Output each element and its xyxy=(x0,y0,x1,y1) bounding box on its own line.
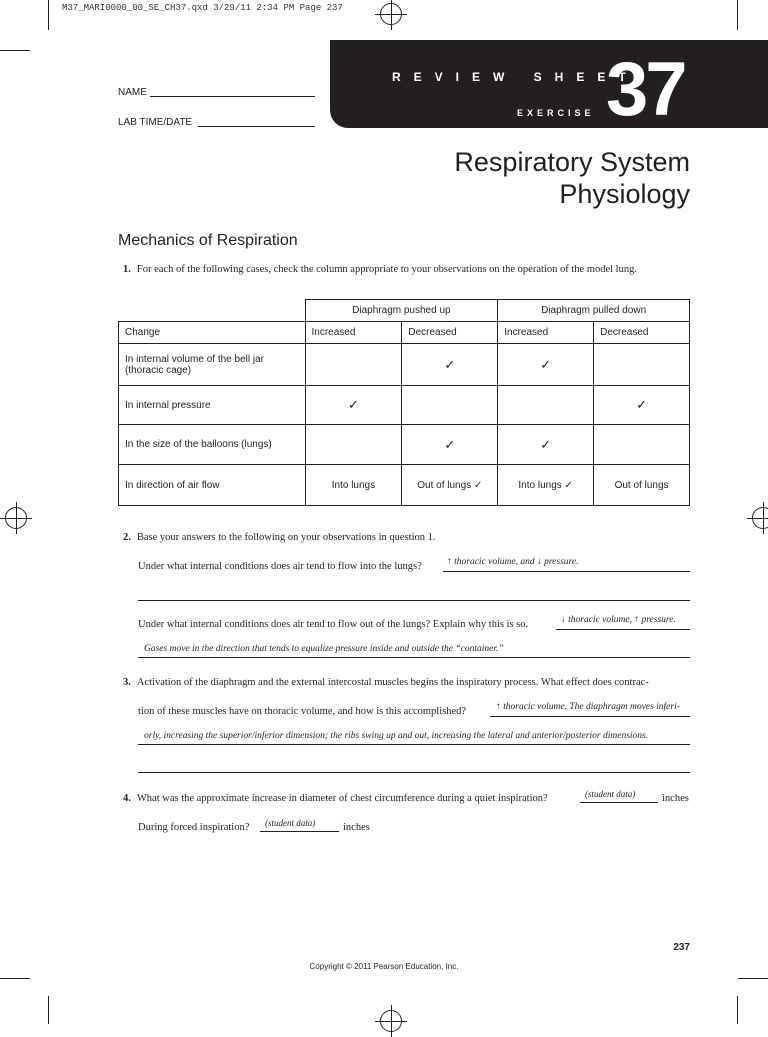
lab-time-field[interactable] xyxy=(198,126,315,127)
registration-mark-icon xyxy=(752,507,768,529)
column-header: Change xyxy=(119,322,306,344)
answer-line xyxy=(556,629,690,630)
crop-mark xyxy=(738,978,768,979)
section-title: Mechanics of Respiration xyxy=(118,232,298,249)
answer-4b: (student data) xyxy=(265,818,316,828)
question-number: 2. xyxy=(123,532,131,543)
answer-line xyxy=(138,744,690,745)
table-cell: ✓ xyxy=(498,344,594,386)
question-text: Activation of the diaphragm and the external intercostal muscles begins the inspiratory process. What effect does contrac- xyxy=(136,677,649,688)
answer-line xyxy=(138,657,690,658)
question-2a-text: Under what internal conditions does air tend to flow into the lungs? xyxy=(138,561,422,572)
question-4b-text: During forced inspiration? xyxy=(138,822,250,833)
table-group-header xyxy=(119,300,690,322)
answer-line xyxy=(260,831,339,832)
question-number: 1. xyxy=(123,264,131,275)
exercise-number: 37 xyxy=(606,47,685,132)
question-number: 3. xyxy=(123,677,131,688)
question-2 xyxy=(123,532,436,543)
table-row xyxy=(119,386,690,425)
file-slug: M37_MARI0000_00_SE_CH37.qxd 3/29/11 2:34 PM Page 237 xyxy=(62,3,343,13)
question-number: 4. xyxy=(123,793,131,804)
table-cell xyxy=(305,425,402,465)
table-cell xyxy=(594,425,690,465)
table-cell xyxy=(402,386,498,425)
question-4 xyxy=(123,793,548,804)
table-cell: ✓ xyxy=(305,386,402,425)
table-cell: Out of lungs xyxy=(594,465,690,506)
answer-3-continued: orly, increasing the superior/inferior dimension; the ribs swing up and out, increasing the lateral and anterior/posterior dimensions. xyxy=(144,731,649,741)
crop-mark xyxy=(0,978,30,979)
unit-label: inches xyxy=(662,793,689,804)
registration-mark-icon xyxy=(380,3,402,25)
table-cell: ✓ xyxy=(402,344,498,386)
title-line: Physiology xyxy=(559,179,690,209)
answer-line xyxy=(490,716,690,717)
table-cell: Into lungs xyxy=(305,465,402,506)
copyright: Copyright © 2011 Pearson Education, Inc. xyxy=(309,962,459,971)
exercise-label: EXERCISE xyxy=(517,108,595,118)
question-text: Base your answers to the following on your observations in question 1. xyxy=(136,532,436,543)
column-header: Increased xyxy=(305,322,402,344)
question-1 xyxy=(123,264,637,275)
answer-line xyxy=(580,802,658,803)
crop-mark xyxy=(737,996,738,1024)
answer-3: ↑ thoracic volume. The diaphragm moves inferi- xyxy=(496,702,680,712)
crop-mark xyxy=(48,0,49,30)
table-cell: ✓ xyxy=(498,425,594,465)
question-text: What was the approximate increase in diameter of chest circumference during a quiet inspiration? xyxy=(136,793,548,804)
question-text: For each of the following cases, check the column appropriate to your observations on the operation of the model lung. xyxy=(136,264,637,275)
page-number: 237 xyxy=(673,942,690,953)
table-header-row xyxy=(119,322,690,344)
answer-4a: (student data) xyxy=(585,789,636,799)
row-label: In direction of air flow xyxy=(119,465,306,506)
column-header: Decreased xyxy=(594,322,690,344)
registration-mark-icon xyxy=(5,507,27,529)
table-row xyxy=(119,465,690,506)
crop-mark xyxy=(48,996,49,1024)
row-label: In the size of the balloons (lungs) xyxy=(119,425,306,465)
review-sheet-label: REVIEW SHEET xyxy=(392,70,639,84)
model-lung-table xyxy=(118,299,690,506)
table-cell: ✓ xyxy=(402,425,498,465)
answer-2a: ↑ thoracic volume, and ↓ pressure. xyxy=(447,557,579,567)
answer-line xyxy=(138,600,690,601)
crop-mark xyxy=(0,50,30,51)
name-label: NAME xyxy=(118,87,147,98)
registration-mark-icon xyxy=(380,1010,402,1032)
answer-2b: ↓ thoracic volume, ↑ pressure. xyxy=(561,615,676,625)
row-label: In internal pressure xyxy=(119,386,306,425)
column-header: Decreased xyxy=(402,322,498,344)
question-3-text-line2: tion of these muscles have on thoracic volume, and how is this accomplished? xyxy=(138,706,467,717)
table-row xyxy=(119,425,690,465)
name-field[interactable] xyxy=(150,96,315,97)
table-cell: Into lungs ✓ xyxy=(498,465,594,506)
answer-2b-explanation: Gases move in the direction that tends to equalize pressure inside and outside the “container.” xyxy=(144,644,504,654)
table-cell: ✓ xyxy=(594,386,690,425)
column-header: Increased xyxy=(498,322,594,344)
answer-line xyxy=(443,571,690,572)
lab-time-label: LAB TIME/DATE xyxy=(118,117,193,128)
question-2b-text: Under what internal conditions does air tend to flow out of the lungs? Explain why this is so. xyxy=(138,619,529,630)
title-line: Respiratory System xyxy=(454,147,690,177)
row-label: In internal volume of the bell jar (thoracic cage) xyxy=(119,344,306,386)
table-cell xyxy=(594,344,690,386)
unit-label: inches xyxy=(343,822,370,833)
table-row xyxy=(119,344,690,386)
question-3 xyxy=(123,677,649,688)
answer-line xyxy=(138,772,690,773)
page-title xyxy=(454,146,690,210)
crop-mark xyxy=(737,0,738,30)
table-cell xyxy=(305,344,402,386)
table-cell xyxy=(498,386,594,425)
table-cell: Out of lungs ✓ xyxy=(402,465,498,506)
group-diaphragm-down: Diaphragm pulled down xyxy=(498,300,690,322)
group-diaphragm-up: Diaphragm pushed up xyxy=(305,300,498,322)
